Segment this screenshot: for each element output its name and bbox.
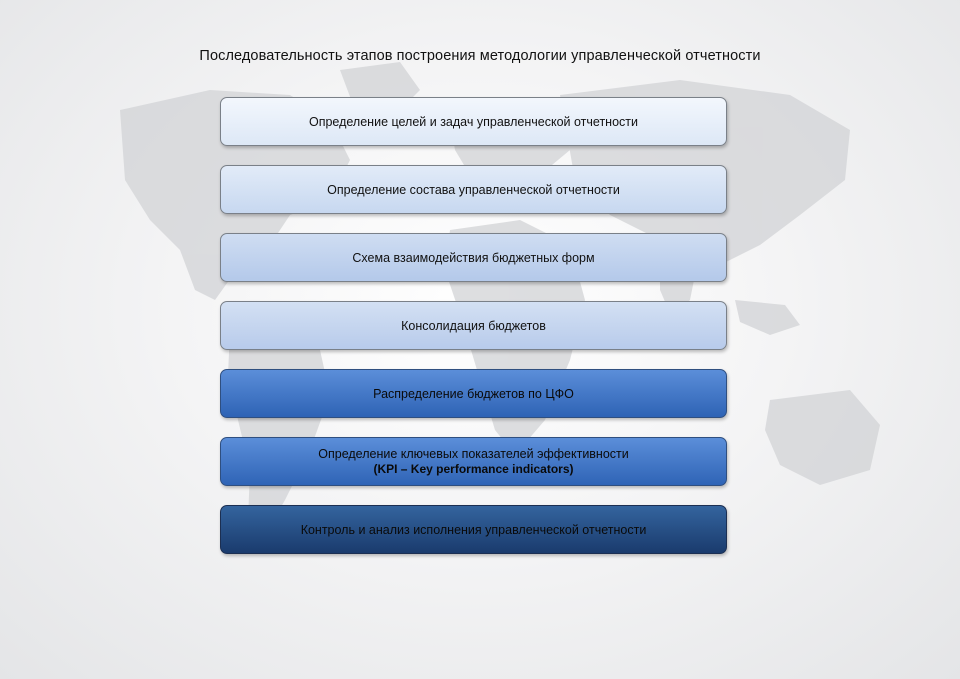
- step-label: Определение состава управленческой отчетности: [327, 182, 620, 197]
- step-control-and-analysis: [220, 505, 727, 554]
- step-label: Контроль и анализ исполнения управленческой отчетности: [300, 522, 647, 537]
- step-goals-and-tasks: [220, 97, 727, 146]
- step-budget-distribution: [220, 369, 727, 418]
- step-budget-consolidation: [220, 301, 727, 350]
- step-label: Определение ключевых показателей эффективности: [318, 447, 629, 461]
- step-report-composition: [220, 165, 727, 214]
- step-label: Схема взаимодействия бюджетных форм: [352, 250, 595, 265]
- step-label: Консолидация бюджетов: [401, 318, 546, 333]
- diagram-title: Последовательность этапов построения методологии управленческой отчетности: [199, 48, 761, 64]
- step-kpi-definition: [220, 437, 727, 486]
- step-label: Распределение бюджетов по ЦФО: [373, 386, 574, 401]
- step-sublabel: (KPI – Key performance indicators): [373, 462, 574, 476]
- steps-flow: [220, 97, 727, 573]
- step-budget-forms-scheme: [220, 233, 727, 282]
- step-label: Определение целей и задач управленческой отчетности: [308, 114, 638, 129]
